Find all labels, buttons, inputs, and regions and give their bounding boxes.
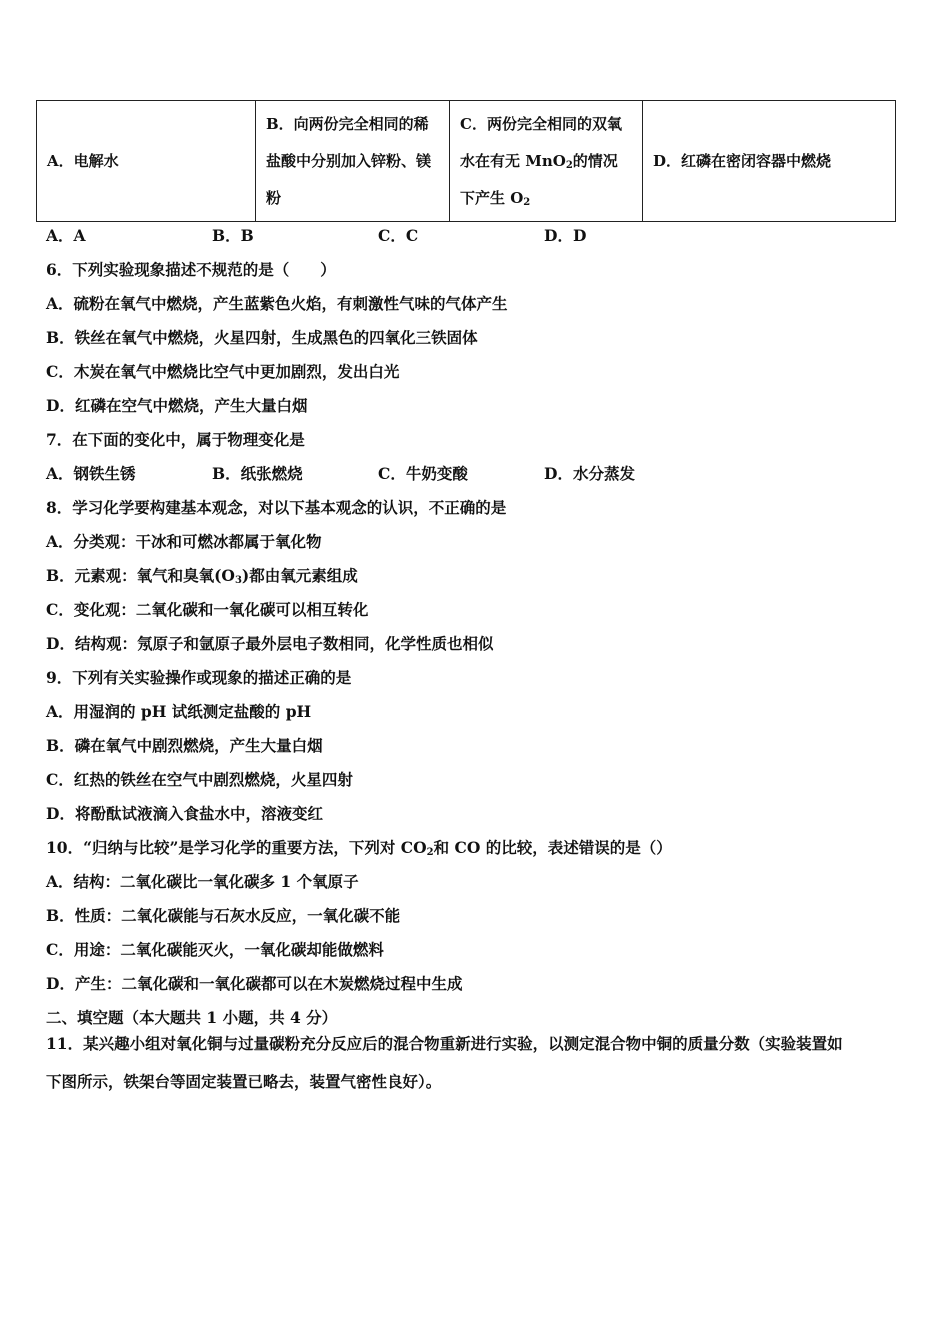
q8-option-d: D．结构观：氖原子和氩原子最外层电子数相同，化学性质也相似 — [46, 634, 494, 653]
option-a: A．A — [46, 226, 86, 245]
q6-stem: 6．下列实验现象描述不规范的是（ ） — [46, 260, 336, 279]
option-d: D．D — [544, 226, 587, 245]
q10-option-b: B．性质：二氧化碳能与石灰水反应，一氧化碳不能 — [46, 906, 401, 925]
q10-option-a: A．结构：二氧化碳比一氧化碳多 1 个氧原子 — [46, 872, 359, 891]
option-c: C．C — [378, 226, 419, 245]
q9-stem: 9．下列有关实验操作或现象的描述正确的是 — [46, 668, 352, 687]
table-cell-a: A．电解水 — [37, 101, 256, 222]
option-b: B．纸张燃烧 — [212, 464, 303, 483]
q9-option-c: C．红热的铁丝在空气中剧烈燃烧，火星四射 — [46, 770, 353, 789]
q6-option-c: C．木炭在氧气中燃烧比空气中更加剧烈，发出白光 — [46, 362, 400, 381]
q11-line-2: 下图所示，铁架台等固定装置已略去，装置气密性良好）。 — [46, 1072, 442, 1091]
q9-option-d: D．将酚酞试液滴入食盐水中，溶液变红 — [46, 804, 323, 823]
option-d: D．水分蒸发 — [544, 464, 635, 483]
option-a: A．钢铁生锈 — [46, 464, 136, 483]
q9-option-b: B．磷在氧气中剧烈燃烧，产生大量白烟 — [46, 736, 323, 755]
q9-option-a: A．用湿润的 pH 试纸测定盐酸的 pH — [46, 702, 312, 721]
q10-option-c: C．用途：二氧化碳能灭火，一氧化碳却能做燃料 — [46, 940, 384, 959]
table-cell-d: D．红磷在密闭容器中燃烧 — [643, 101, 896, 222]
option-c: C．牛奶变酸 — [378, 464, 468, 483]
q10-option-d: D．产生：二氧化碳和一氧化碳都可以在木炭燃烧过程中生成 — [46, 974, 463, 993]
q10-stem: 10．“归纳与比较”是学习化学的重要方法，下列对 $CO_2$和 CO 的比较，表述错误的是（） — [46, 838, 672, 858]
section-heading: 二、填空题（本大题共 1 小题，共 4 分） — [46, 1008, 338, 1027]
table-cell-c: C．两份完全相同的双氧水在有无 MnO$_2$的情况下产生 $O_2$ — [450, 101, 643, 222]
q7-stem: 7．在下面的变化中，属于物理变化是 — [46, 430, 305, 449]
q8-option-c: C．变化观：二氧化碳和一氧化碳可以相互转化 — [46, 600, 369, 619]
q11-line-1: 11．某兴趣小组对氧化铜与过量碳粉充分反应后的混合物重新进行实验，以测定混合物中铜的质量分数（实验装置如 — [46, 1034, 843, 1053]
q6-option-a: A．硫粉在氧气中燃烧，产生蓝紫色火焰，有刺激性气味的气体产生 — [46, 294, 508, 313]
table-cell-b: B．向两份完全相同的稀盐酸中分别加入锌粉、镁粉 — [256, 101, 450, 222]
q5-options — [46, 226, 586, 246]
q6-option-b: B．铁丝在氧气中燃烧，火星四射，生成黑色的四氧化三铁固体 — [46, 328, 478, 347]
q6-option-d: D．红磷在空气中燃烧，产生大量白烟 — [46, 396, 308, 415]
q7-options — [46, 464, 635, 484]
q8-stem: 8．学习化学要构建基本观念，对以下基本观念的认识，不正确的是 — [46, 498, 507, 517]
q8-option-a: A．分类观：干冰和可燃冰都属于氧化物 — [46, 532, 322, 551]
q8-option-b: B．元素观：氧气和臭氧$(O_3)$都由氧元素组成 — [46, 566, 358, 586]
option-b: B．B — [212, 226, 254, 245]
options-table — [36, 100, 896, 222]
